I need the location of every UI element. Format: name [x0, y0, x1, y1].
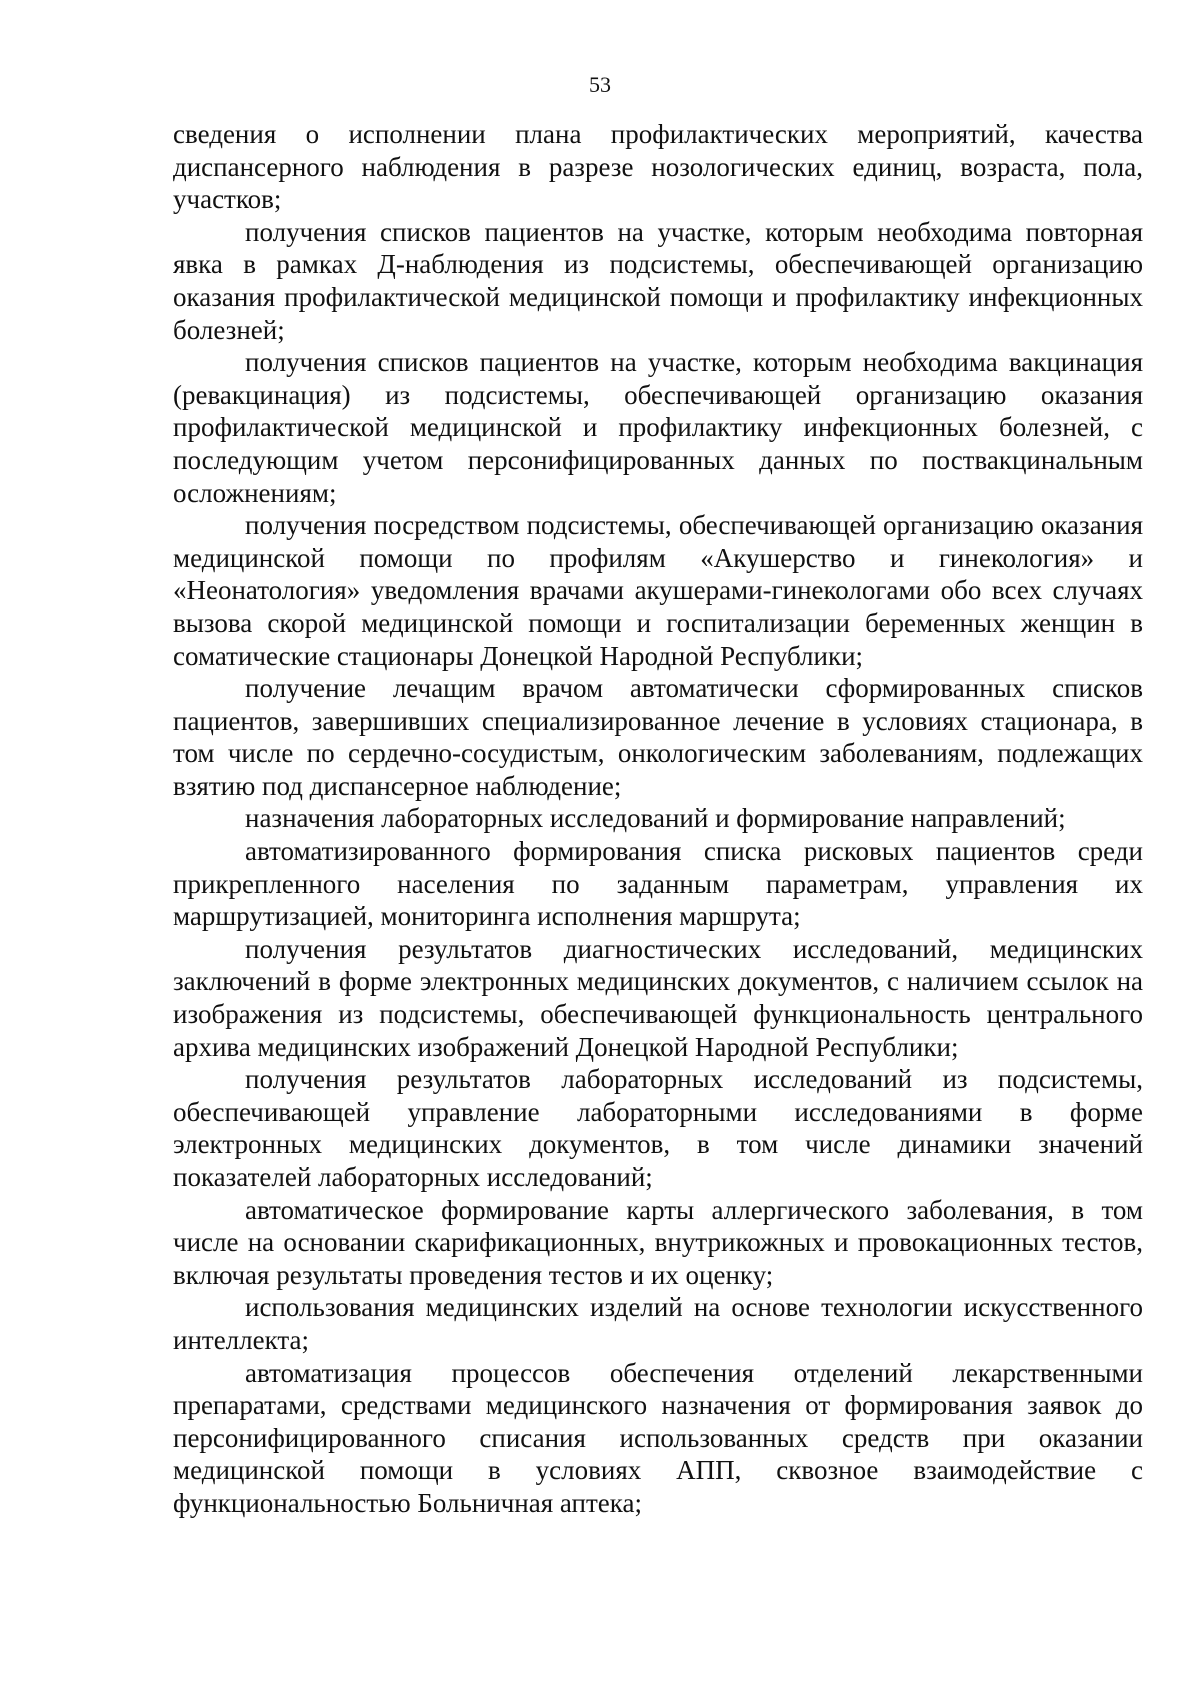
paragraph: получения посредством подсистемы, обеспечивающей организацию оказания медицинской помощи по профилям «Акушерство и гинекология» и «Неонатология» уведомления врачами акушерами-гинекологами обо всех случаях вызова скорой медицинской помощи и госпитализации беременных женщин в соматические стационары Донецкой Народной Республики;: [173, 510, 1143, 671]
page-number: 53: [589, 72, 611, 97]
paragraph: использования медицинских изделий на основе технологии искусственного интеллекта;: [173, 1292, 1143, 1355]
paragraph: получения результатов диагностических исследований, медицинских заключений в форме электронных медицинских документов, с наличием ссылок на изображения из подсистемы, обеспечивающей функциональность центрального архива медицинских изображений Донецкой Народной Республики;: [173, 933, 1143, 1062]
paragraph: получения списков пациентов на участке, которым необходима повторная явка в рамках Д-наблюдения из подсистемы, обеспечивающей организацию оказания профилактической медицинской помощи и профилактику инфекционных болезней;: [173, 216, 1143, 345]
paragraph: получение лечащим врачом автоматически сформированных списков пациентов, завершивших специализированное лечение в условиях стационара, в том числе по сердечно-сосудистым, онкологическим заболеваниям, подлежащих взятию под диспансерное наблюдение;: [173, 673, 1143, 801]
paragraph: назначения лабораторных исследований и формирование направлений;: [245, 803, 1066, 834]
document-body: [173, 118, 1143, 1520]
paragraph: автоматизация процессов обеспечения отделений лекарственными препаратами, средствами медицинского назначения от формирования заявок до персонифицированного списания использованных средств при оказании медицинской помощи в условиях АПП, сквозное взаимодействие с функциональностью Больничная аптека;: [173, 1357, 1143, 1518]
paragraph: сведения о исполнении плана профилактических мероприятий, качества диспансерного наблюдения в разрезе нозологических единиц, возраста, пола, участков;: [173, 119, 1143, 215]
paragraph: получения списков пациентов на участке, которым необходима вакцинация (ревакцинация) из подсистемы, обеспечивающей организацию оказания профилактической медицинской и профилактику инфекционных болезней, с последующим учетом персонифицированных данных по поствакцинальным осложнениям;: [173, 347, 1143, 508]
paragraph: автоматизированного формирования списка рисковых пациентов среди прикрепленного населения по заданным параметрам, управления их маршрутизацией, мониторинга исполнения маршрута;: [173, 836, 1143, 932]
paragraph: получения результатов лабораторных исследований из подсистемы, обеспечивающей управление лабораторными исследованиями в форме электронных медицинских документов, в том числе динамики значений показателей лабораторных исследований;: [173, 1064, 1143, 1192]
paragraph: автоматическое формирование карты аллергического заболевания, в том числе на основании скарификационных, внутрикожных и провокационных тестов, включая результаты проведения тестов и их оценку;: [173, 1194, 1143, 1290]
